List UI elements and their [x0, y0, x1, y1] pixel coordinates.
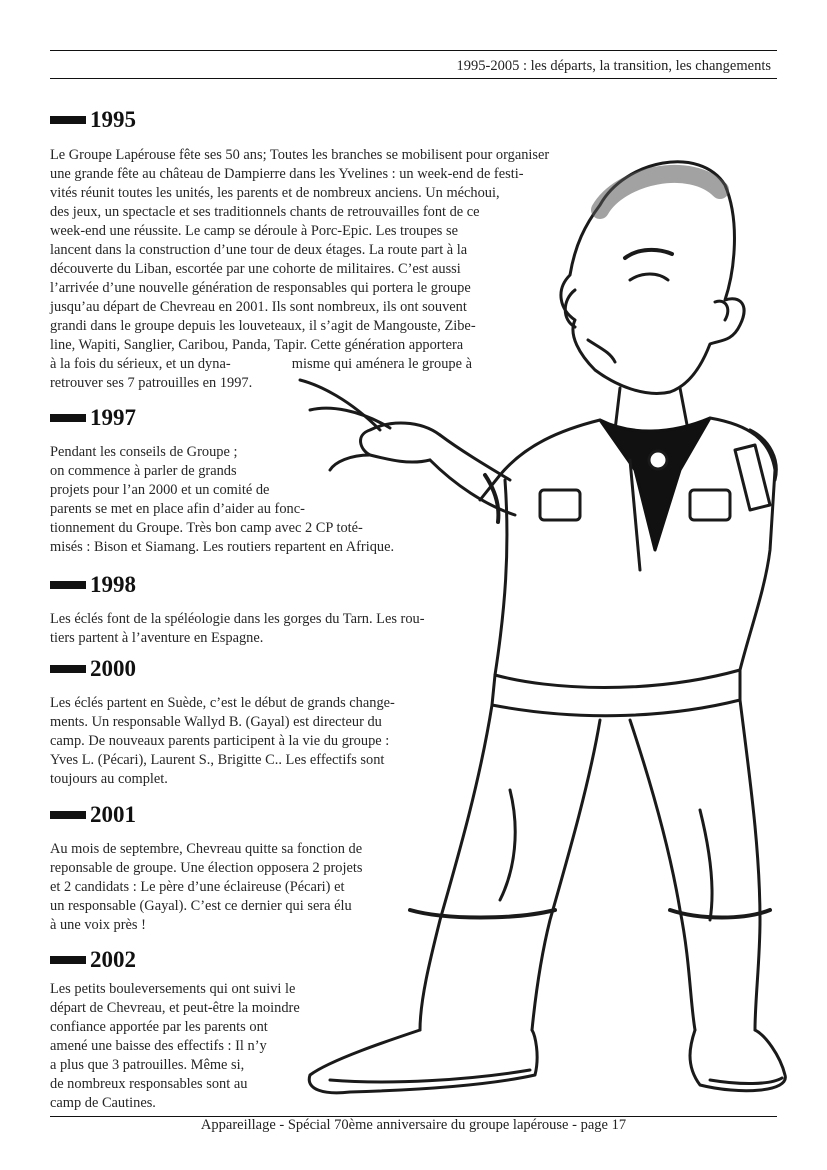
- text-line: Les éclés font de la spéléologie dans les gorges du Tarn. Les rou-: [50, 611, 425, 627]
- text-line: a plus que 3 patrouilles. Même si,: [50, 1057, 245, 1073]
- year-bar-marker: [50, 116, 86, 124]
- text-line: Pendant les conseils de Groupe ;: [50, 444, 238, 460]
- text-line: confiance apportée par les parents ont: [50, 1019, 268, 1035]
- page-header-title: 1995-2005 : les départs, la transition, les changements: [456, 58, 771, 74]
- section-paragraph: [50, 840, 363, 935]
- year-bar-marker: [50, 665, 86, 673]
- text-line: week-end une réussite. Le camp se déroule à Porc-Epic. Les troupes se: [50, 223, 458, 239]
- text-line: des jeux, un spectacle et ses traditionnels chants de retrouvailles font de ce: [50, 204, 480, 220]
- year-heading: [50, 405, 136, 431]
- section-paragraph: [50, 694, 395, 789]
- section-paragraph: [50, 146, 549, 393]
- text-line: découverte du Liban, escortée par une cohorte de militaires. C’est aussi: [50, 261, 461, 277]
- text-line: amené une baisse des effectifs : Il n’y: [50, 1038, 267, 1054]
- text-line: tiers partent à l’aventure en Espagne.: [50, 630, 264, 646]
- section-paragraph: [50, 980, 300, 1113]
- year-label: 2002: [90, 947, 136, 972]
- text-line: un responsable (Gayal). C’est ce dernier qui sera élu: [50, 898, 352, 914]
- year-heading: [50, 107, 136, 133]
- year-label: 1998: [90, 572, 136, 597]
- year-label: 1997: [90, 405, 136, 430]
- year-bar-marker: [50, 414, 86, 422]
- text-line: projets pour l’an 2000 et un comité de: [50, 482, 270, 498]
- text-line: vités réunit toutes les unités, les parents et de nombreux anciens. Un méchoui,: [50, 185, 500, 201]
- header-rule-top: [50, 50, 777, 51]
- text-line: l’arrivée d’une nouvelle génération de responsables qui portera le groupe: [50, 280, 471, 296]
- text-line: ments. Un responsable Wallyd B. (Gayal) est directeur du: [50, 714, 382, 730]
- year-heading: [50, 572, 136, 598]
- text-line: reponsable de groupe. Une élection opposera 2 projets: [50, 860, 363, 876]
- year-heading: [50, 947, 136, 973]
- year-label: 1995: [90, 107, 136, 132]
- section-paragraph: [50, 443, 394, 557]
- text-line: grandi dans le groupe depuis les louveteaux, il s’agit de Mangouste, Zibe-: [50, 318, 476, 334]
- text-line: Yves L. (Pécari), Laurent S., Brigitte C.. Les effectifs sont: [50, 752, 385, 768]
- text-line: lancent dans la construction d’une tour de deux étages. La route part à la: [50, 242, 468, 258]
- text-line: jusqu’au départ de Chevreau en 2001. Ils sont nombreux, ils ont souvent: [50, 299, 467, 315]
- text-line: de nombreux responsables sont au: [50, 1076, 248, 1092]
- text-line: une grande fête au château de Dampierre dans les Yvelines : un week-end de festi-: [50, 166, 524, 182]
- year-bar-marker: [50, 581, 86, 589]
- text-line: retrouver ses 7 patrouilles en 1997.: [50, 375, 253, 391]
- text-line: camp de Cautines.: [50, 1095, 156, 1111]
- year-heading: [50, 656, 136, 682]
- year-heading: [50, 802, 136, 828]
- text-line: parents se met en place afin d’aider au fonc-: [50, 501, 305, 517]
- text-line: line, Wapiti, Sanglier, Caribou, Panda, Tapir. Cette génération apportera: [50, 337, 464, 353]
- year-label: 2000: [90, 656, 136, 681]
- text-line: à une voix près !: [50, 917, 146, 933]
- text-line: départ de Chevreau, et peut-être la moindre: [50, 1000, 300, 1016]
- text-line: toujours au complet.: [50, 771, 168, 787]
- text-line: misés : Bison et Siamang. Les routiers repartent en Afrique.: [50, 539, 395, 555]
- text-line: Les petits bouleversements qui ont suivi le: [50, 981, 296, 997]
- text-line: Le Groupe Lapérouse fête ses 50 ans; Toutes les branches se mobilisent pour organiser: [50, 147, 550, 163]
- text-line: et 2 candidats : Le père d’une éclaireuse (Pécari) et: [50, 879, 345, 895]
- year-bar-marker: [50, 956, 86, 964]
- text-line: tionnement du Groupe. Très bon camp avec 2 CP toté-: [50, 520, 363, 536]
- page-footer: Appareillage - Spécial 70ème anniversaire du groupe lapérouse - page 17: [200, 1117, 627, 1133]
- section-paragraph: [50, 610, 425, 648]
- header-rule-bottom: [50, 78, 777, 79]
- year-bar-marker: [50, 811, 86, 819]
- text-line: camp. De nouveaux parents participent à la vie du groupe :: [50, 733, 390, 749]
- text-line: on commence à parler de grands: [50, 463, 237, 479]
- text-line: à la fois du sérieux, et un dyna- misme qui aménera le groupe à: [50, 356, 473, 372]
- text-line: Au mois de septembre, Chevreau quitte sa fonction de: [50, 841, 363, 857]
- text-line: Les éclés partent en Suède, c’est le début de grands change-: [50, 695, 395, 711]
- year-label: 2001: [90, 802, 136, 827]
